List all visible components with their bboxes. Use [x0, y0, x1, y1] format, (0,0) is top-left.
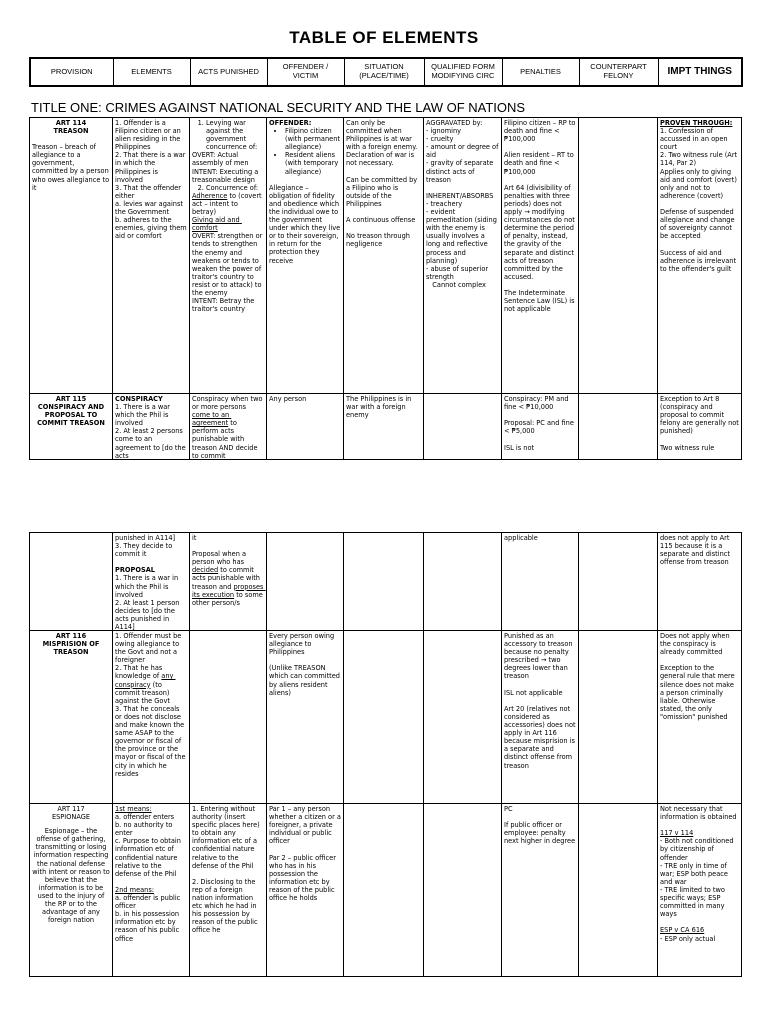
acts-adherence-rest: to (covert act – intent to betray)	[192, 191, 264, 217]
cell-impt	[658, 631, 742, 804]
header-situation: SITUATION (PLACE/TIME)	[344, 58, 424, 86]
provision-heading: ART 116 MISPRISION OF TREASON	[42, 632, 100, 657]
impt-text-a: Not necessary that information is obtained	[660, 805, 737, 822]
cell-counterpart	[579, 631, 658, 804]
cell-offender	[267, 804, 344, 977]
offender-list	[269, 127, 341, 176]
cell-impt	[658, 804, 742, 977]
impt-text	[660, 805, 739, 975]
situation-text: The Philippines is in war with a foreign enemy	[346, 395, 414, 420]
acts-adherence	[192, 192, 264, 216]
elements-text: 1. Offender is a Filipino citizen or an alien residing in the Philippines 2. That there is a war in which the Philippines is involved 3. That the offender either a. levies war against the Government b. adheres to the enemies, giving them aid or comfort	[115, 119, 187, 241]
cell-offender	[267, 394, 344, 460]
acts-overt: OVERT: Actual assembly of men INTENT: Executing a treasonable design	[192, 151, 259, 184]
acts-text-b: to perform acts punishable with treason AND decide to commit	[192, 419, 260, 460]
provision-heading: ART 114 TREASON	[53, 119, 89, 136]
table-row-art116	[30, 631, 742, 804]
cell-impt	[658, 118, 742, 394]
cell-penalties	[502, 118, 579, 394]
elements-text	[115, 805, 187, 975]
cell-provision	[30, 631, 113, 804]
elements-text: 1. There is a war which the Phil is involved 2. At least 2 persons come to an agreement to [do the acts	[115, 403, 186, 460]
impt-text-b: - Both not conditioned by citizenship of offender - TRE only in time of war; ESP both peace and war - TRE limited to two specific ways; ESP committed in many ways	[660, 837, 734, 919]
cell-elements	[113, 631, 190, 804]
acts-text	[192, 395, 264, 458]
provision-heading: ART 117 ESPIONAGE	[51, 805, 91, 822]
table-row-art117	[30, 804, 742, 977]
cell-provision	[30, 394, 113, 460]
situation-text: Can only be committed when Philippines is at war with a foreign enemy. Declaration of war is not necessary. Can be committed by a Filipino who is outside of the Philippines A continuous offense No treason through negligence	[346, 119, 418, 249]
page-title: TABLE OF ELEMENTS	[289, 28, 479, 47]
cell-elements	[113, 804, 190, 977]
cell-provision	[30, 533, 113, 631]
acts-item	[206, 119, 264, 151]
table-row-art115-continued	[30, 533, 742, 631]
cell-elements	[113, 533, 190, 631]
cell-counterpart	[579, 533, 658, 631]
header-offender-victim: OFFENDER / VICTIM	[267, 58, 344, 86]
cell-provision	[30, 804, 113, 977]
elements-text-a: 1. Offender must be owing allegiance to the Govt and not a foreigner 2. That he has knowledge of	[115, 632, 182, 681]
offender-text: Any person	[269, 395, 307, 403]
acts-rest: OVERT: strengthen or tends to strengthen the enemy and weakens or tends to weaken the power of traitor's country to resist or to attack) to the enemy INTENT: Betray the traitor's country	[192, 232, 263, 314]
table-row-art114	[30, 118, 742, 394]
header-elements: ELEMENTS	[113, 58, 190, 86]
cell-counterpart	[579, 118, 658, 394]
cell-penalties	[502, 631, 579, 804]
cell-situation	[344, 631, 424, 804]
penalties-text: Filipino citizen – RP to death and fine < ₱100,000 Alien resident – RT to death and fine < ₱100,000 Art 64 (divisibility of penalties with three periods) does not apply → modifying circumstances do not determine the period of penalty, instead, the gravity of the separate and distinct acts of treason committed by the accused. The Indeterminate Sentence Law (ISL) is not applicable	[504, 119, 576, 314]
cell-qualified	[424, 631, 502, 804]
acts-text-underlined: come to an agreement	[192, 411, 232, 428]
penalties-text: Punished as an accessory to treason because no penalty prescribed → two degrees lower than treason ISL not applicable Art 20 (relatives not considered as accessories) does not apply in Art 116 because misprision is a separate and distinct offense from treason	[504, 632, 576, 770]
header-acts-punished: ACTS PUNISHED	[190, 58, 267, 86]
cell-impt	[658, 394, 742, 460]
elements-text	[115, 534, 187, 632]
cell-situation	[344, 533, 424, 631]
impt-text: does not apply to Art 115 because it is a separate and distinct offense from treason	[660, 534, 733, 567]
acts-text-a: Conspiracy when two or more persons	[192, 395, 265, 412]
elements-means-1-body: a. offender enters b. no authority to enter c. Purpose to obtain information etc of confidential nature relative to the defense of the Phil	[115, 813, 181, 878]
cell-elements	[113, 118, 190, 394]
cell-acts	[190, 631, 267, 804]
acts-item	[206, 184, 264, 192]
cell-impt	[658, 533, 742, 631]
acts-text: 1. Entering without authority (insert specific places here) to obtain any information etc of a confidential nature relative to the defense of the Phil 2. Disclosing to the rep of a foreign nation information etc which he had in his possession by reason of the public office he	[192, 805, 260, 935]
offender-label: OFFENDER:	[269, 119, 312, 127]
cell-elements	[113, 394, 190, 460]
impt-text: 1. Confession of accussed in an open court 2. Two witness rule (Art 114, Par 2) Applies only to giving aid and comfort (overt) only and not to adherence (covert) Defense of suspended allegiance and change of sovereignty cannot be accepted Success of aid and adherence is irrelevant to the offender's guilt	[660, 127, 738, 273]
provision-heading: ART 115 CONSPIRACY AND PROPOSAL TO COMMIT TREASON	[37, 395, 105, 428]
acts-list	[192, 184, 264, 192]
impt-heading: PROVEN THROUGH:	[660, 119, 733, 127]
acts-list	[192, 119, 264, 151]
cell-situation	[344, 804, 424, 977]
cell-acts	[190, 394, 267, 460]
elements-heading: PROPOSAL	[115, 566, 156, 575]
cell-acts	[190, 118, 267, 394]
elements-means-1: 1st means:	[115, 805, 152, 813]
header-table	[29, 57, 743, 87]
cell-penalties	[502, 394, 579, 460]
acts-text-underlined: proposes its execution	[192, 582, 266, 599]
cell-counterpart	[579, 394, 658, 460]
impt-subheading: 117 v 114	[660, 829, 694, 838]
cell-acts	[190, 533, 267, 631]
header-qualified-form: QUALIFIED FORM MODIFYING CIRC	[424, 58, 502, 86]
cell-qualified	[424, 394, 502, 460]
impt-text: Does not apply when the conspiracy is already committed Exception to the general rule that mere silence does not make a person criminally liable. Otherwise stated, the only "omission" punished	[660, 632, 735, 721]
penalties-text: applicable	[504, 534, 538, 542]
header-provision: PROVISION	[30, 58, 113, 86]
penalties-text: PC If public officer or employee: penalty next higher in degree	[504, 805, 576, 846]
elements-text-b: 1. There is a war in which the Phil is involved 2. At least 1 person decides to [do the acts punished in A114]	[115, 574, 180, 632]
acts-text	[192, 534, 264, 629]
impt-subheading: ESP v CA 616	[660, 926, 705, 935]
cell-acts	[190, 804, 267, 977]
table-part-two	[29, 532, 742, 977]
qualified-text: AGGRAVATED by: - ignominy - cruelty - amount or degree of aid - gravity of separate distinct acts of treason INHERENT/ABSORBS - treachery - evident premeditation (siding with the enemy is usually involves a long and reflective process and planning) - abuse of superior strength Cannot complex	[426, 119, 499, 289]
cell-qualified	[424, 533, 502, 631]
acts-adherence-term: Adherence	[192, 191, 228, 200]
offender-item-text: Resident aliens (with temporary allegiance)	[285, 151, 339, 176]
table-part-one	[29, 117, 742, 460]
acts-text-underlined: decided	[192, 566, 219, 575]
cell-penalties	[502, 804, 579, 977]
cell-situation	[344, 118, 424, 394]
acts-item-text: Concurrence of:	[206, 183, 259, 192]
elements-means-2: 2nd means:	[115, 885, 155, 894]
cell-qualified	[424, 804, 502, 977]
elements-heading: CONSPIRACY	[115, 395, 163, 403]
acts-text-a: it Proposal when a person who has	[192, 534, 247, 567]
impt-text-c: - ESP only actual	[660, 934, 716, 943]
table-row-art115	[30, 394, 742, 460]
acts-item-text: Levying war against the government concurrence of:	[206, 119, 258, 152]
header-impt-things: IMPT THINGS	[658, 58, 742, 86]
elements-text-b: (to commit treason) against the Govt 3. That he conceals or does not disclose and make known the same ASAP to the governor or fiscal of the province or the mayor or fiscal of the city in which he resides	[115, 680, 186, 778]
acts-text-b: to commit acts punishable with treason and	[192, 566, 263, 591]
offender-text: Par 1 – any person whether a citizen or a foreigner, a private individual or public officer Par 2 – public officer who has in his possession the information etc by reason of the public office he holds	[269, 805, 341, 903]
cell-counterpart	[579, 804, 658, 977]
cell-offender	[267, 533, 344, 631]
acts-giving-aid: Giving aid and comfort	[192, 216, 242, 233]
elements-text-underlined: any conspiracy	[115, 672, 176, 689]
offender-allegiance: Allegiance – obligation of fidelity and obedience which the individual owe to the government under which they live or to their sovereign, in return for the protection they receive	[269, 183, 343, 265]
impt-text: Exception to Art 8 (conspiracy and proposal to commit felony are generally not punished) Two witness rule	[660, 395, 739, 452]
cell-offender	[267, 631, 344, 804]
elements-means-2-body: a. offender is public officer b. in his possession information etc by reason of his public office	[115, 894, 181, 943]
cell-offender	[267, 118, 344, 394]
penalties-text: Conspiracy: PM and fine < ₱10,000 Proposal: PC and fine < ₱5,000 ISL is not	[504, 395, 574, 452]
elements-text	[115, 632, 187, 802]
cell-provision	[30, 118, 113, 394]
offender-text: Every person owing allegiance to Philippines (Unlike TREASON which can committed by aliens resident aliens)	[269, 632, 340, 697]
provision-definition: Espionage – the offense of gathering, transmitting or losing information respecting the national defense with intent or reason to believe that the information is to be used to the injury of the RP or to the advantage of any foreign nation	[32, 827, 112, 925]
cell-penalties	[502, 533, 579, 631]
acts-text-c: to some other person/s	[192, 590, 265, 607]
offender-item	[285, 151, 341, 175]
cell-situation	[344, 394, 424, 460]
offender-item-text: Filipino citizen (with permanent allegiance)	[285, 127, 340, 152]
elements-text-a: punished in A114] 3. They decide to commit it	[115, 534, 176, 559]
offender-item	[285, 127, 341, 151]
header-counterpart-felony: COUNTERPART FELONY	[579, 58, 658, 86]
header-penalties: PENALTIES	[502, 58, 579, 86]
provision-definition: Treason – breach of allegiance to a government, committed by a person who owes allegiance to it	[32, 143, 112, 192]
cell-qualified	[424, 118, 502, 394]
section-title: TITLE ONE: CRIMES AGAINST NATIONAL SECURITY AND THE LAW OF NATIONS	[31, 100, 526, 115]
